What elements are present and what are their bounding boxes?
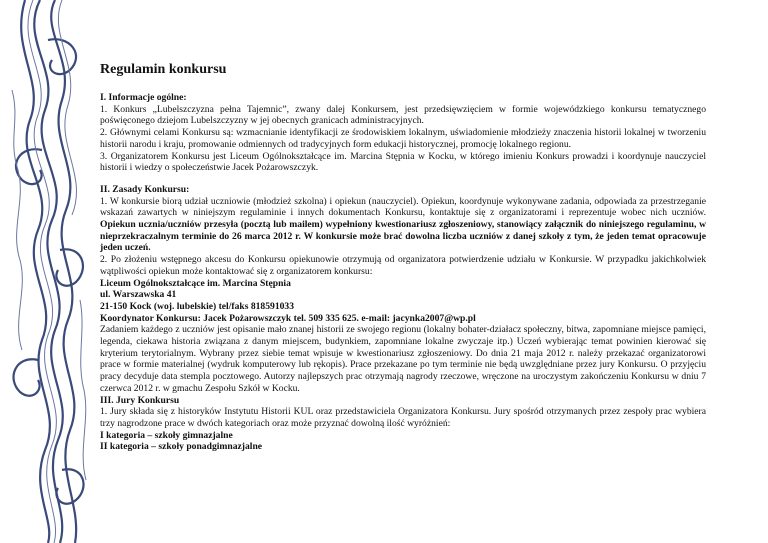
section-2-paragraph-1 — [100, 196, 706, 255]
category-2: II kategoria – szkoły ponadgimnazjalne — [100, 441, 263, 453]
section-2-paragraph-3: Zadaniem każdego z uczniów jest opisanie mało znanej historii ze swojego regionu (lokalny bohater-działacz społeczny, bitwa, zapomniane miejsce pamięci, legenda, ciekawa historia związana z danym miejscem, budynkiem, zapomniane lokalne zwyczaje itp.) Uczeń wybierając temat powinien kierować się kryterium terytorialnym. Wybrany przez siebie temat wpisuje w kwestionariusz zgłoszeniowy. Do dnia 21 maja 2012 r. należy przekazać organizatorowi prace w formie materialnej (wydruk komputerowy lub rękopis). Prace przekazane po tym terminie nie będą uwzględniane przez jury Konkursu. O przyjęciu pracy decyduje data stempla pocztowego. Autorzy najlepszych prac otrzymają nagrody rzeczowe, wręczone na uroczystym zakończeniu Konkursu w dniu 7 czerwca 2012 r. w gmachu Zespołu Szkół w Kocku. — [100, 324, 706, 394]
organizer-city-phone: 21-150 Kock (woj. lubelskie) tel/faks 818591033 — [100, 300, 295, 312]
section-2-paragraph-1-bold: Opiekun ucznia/uczniów przesyła (pocztą lub mailem) wypełniony kwestionariusz zgłoszeniowy, stanowiący załącznik do niniejszego regulaminu, w nieprzekraczalnym terminie do 26 marca 2012 r. W konkursie może brać dowolna liczba uczniów z danej szkoły z tym, że jeden temat opracowuje jeden uczeń. — [100, 219, 706, 254]
section-1-paragraph-1: 1. Konkurs „Lubelszczyzna pełna Tajemnic”, zwany dalej Konkursem, jest przedsięwzięciem w formie wojewódzkiego konkursu tematycznego poświęconego dziejom Lubelszczyzny w jej obecnych granicach administracyjnych. — [100, 103, 706, 127]
section-3-heading: III. Jury Konkursu — [100, 394, 180, 406]
document-title: Regulamin konkursu — [100, 62, 227, 77]
section-1-paragraph-2: 2. Głównymi celami Konkursu są: wzmacnianie identyfikacji ze środowiskiem lokalnym, uświadomienie młodzieży znaczenia historii lokalnej w tworzeniu historii narodu i kraju, promowanie odmiennych od tradycyjnych form edukacji historycznej, promocję lokalnego regionu. — [100, 127, 706, 150]
organizer-street: ul. Warszawska 41 — [100, 289, 177, 301]
section-2-heading: II. Zasady Konkursu: — [100, 183, 190, 195]
section-2-paragraph-2: 2. Po złożeniu wstępnego akcesu do Konkursu opiekunowie otrzymują od organizatora potwierdzenie udziału w Konkursie. W przypadku jakichkolwiek wątpliwości opiekun może kontaktować się z organizatorem konkursu: — [100, 254, 706, 277]
decorative-border-ornament — [0, 0, 92, 543]
organizer-name: Liceum Ogólnokształcące im. Marcina Stępnia — [100, 277, 291, 289]
section-1-heading: I. Informacje ogólne: — [100, 92, 187, 103]
section-2-paragraph-1-plain: 1. W konkursie biorą udział uczniowie (młodzież szkolna) i opiekun (nauczyciel). Opiekun, koordynuje wykonywane zadania, odpowiada za przestrzeganie wskazań zawartych w niniejszym regulaminie i innych dokumentach Konkursu, kontaktuje się z organizatorami i reprezentuje wobec nich uczniów. — [100, 195, 706, 219]
coordinator-contact: Koordynator Konkursu: Jacek Pożarowszczyk tel. 509 335 625. e-mail: jacynka2007@wp.pl — [100, 312, 476, 324]
document-page — [100, 62, 706, 453]
category-1: I kategoria – szkoły gimnazjalne — [100, 429, 233, 441]
section-1-paragraph-3: 3. Organizatorem Konkursu jest Liceum Ogólnokształcące im. Marcina Stępnia w Kocku, w którego imieniu Konkurs prowadzi i koordynuje nauczyciel historii i wiedzy o społeczeństwie Jacek Pożarowszczyk. — [100, 150, 706, 174]
section-3-paragraph-1: 1. Jury składa się z historyków Instytutu Historii KUL oraz przedstawiciela Organizatora Konkursu. Jury spośród otrzymanych przez zespoły prac wybiera trzy nagrodzone prace w dwóch kategoriach oraz może przyznać dowolną ilość wyróżnień: — [100, 406, 706, 429]
